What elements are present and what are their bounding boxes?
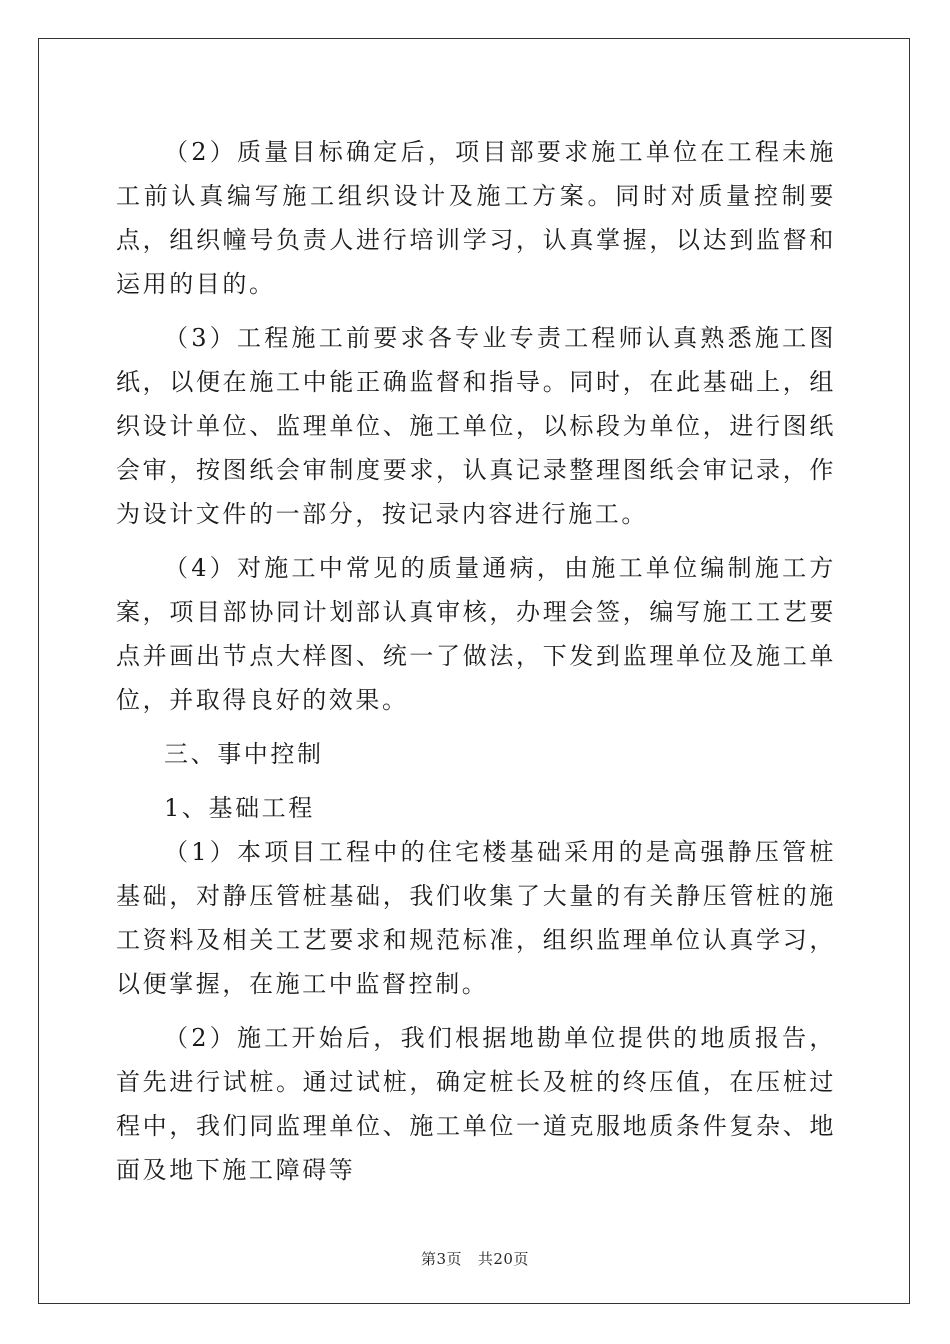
section-heading: 三、事中控制 [164, 740, 324, 768]
paragraph-quality-target: （2）质量目标确定后，项目部要求施工单位在工程未施工前认真编写施工组织设计及施工方案。同时对质量控制要点，组织幢号负责人进行培训学习，认真掌握，以达到监督和运用的目的。 [116, 138, 836, 298]
sub-heading: 1、基础工程 [164, 794, 315, 822]
total-pages: 共20页 [477, 1250, 529, 1268]
paragraph-common-defects: （4）对施工中常见的质量通病，由施工单位编制施工方案，项目部协同计划部认真审核，办理会签，编写施工工艺要点并画出节点大样图、统一了做法，下发到监理单位及施工单位，并取得良好的效果。 [116, 554, 836, 714]
paragraph-drawing-review: （3）工程施工前要求各专业专责工程师认真熟悉施工图纸，以便在施工中能正确监督和指导。同时，在此基础上，组织设计单位、监理单位、施工单位，以标段为单位，进行图纸会审，按图纸会审制度要求，认真记录整理图纸会审记录，作为设计文件的一部分，按记录内容进行施工。 [116, 324, 836, 528]
page-number: 第3页 [421, 1250, 463, 1268]
document-body [116, 130, 836, 1192]
paragraph-test-pile: （2）施工开始后，我们根据地勘单位提供的地质报告，首先进行试桩。通过试桩，确定桩长及桩的终压值，在压桩过程中，我们同监理单位、施工单位一道克服地质条件复杂、地面及地下施工障碍等 [116, 1024, 836, 1184]
paragraph-pile-foundation: （1）本项目工程中的住宅楼基础采用的是高强静压管桩基础，对静压管桩基础，我们收集了大量的有关静压管桩的施工资料及相关工艺要求和规范标准，组织监理单位认真学习，以便掌握，在施工中监督控制。 [116, 838, 836, 998]
page-footer [0, 1248, 950, 1269]
